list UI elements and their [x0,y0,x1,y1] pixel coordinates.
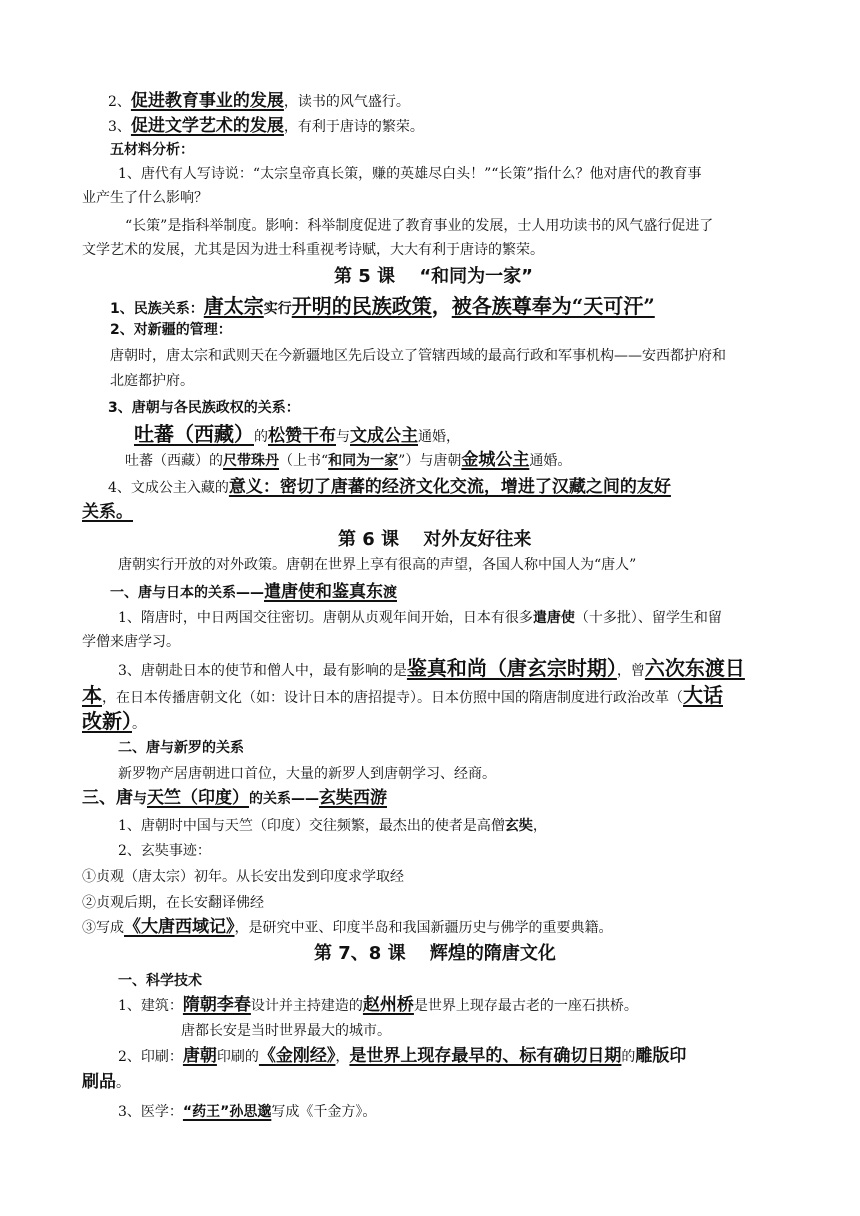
text-line: 文学艺术的发展，尤其是因为进士科重视考诗赋，大大有利于唐诗的繁荣。 [82,242,544,258]
text-span: 与 [336,429,350,445]
key-term: 吐蕃（西藏） [134,422,254,446]
key-term: 赵州桥 [362,995,414,1015]
key-term: 关系。 [82,502,133,522]
text-span: （十多批）、留学生和留 [574,610,722,626]
key-term: 开明的民族政策 [291,294,432,318]
section-heading: 二、唐与新罗的关系 [118,740,244,756]
key-term: 《金刚经》 [258,1046,336,1066]
text-span: 三、唐 [82,788,133,808]
list-item [82,917,613,937]
text-line [108,477,671,497]
key-term: 《大唐西域记》 [124,917,235,937]
text-line [82,1072,130,1092]
key-term: 天竺（印度） [147,788,249,808]
text-span: 1、建筑： [118,998,183,1014]
text-line: 唐都长安是当时世界最大的城市。 [181,1023,391,1039]
text-span: 吐蕃（西藏）的 [125,453,223,469]
key-term: 唐朝 [182,1046,217,1066]
text-line [82,709,146,733]
text-line [118,1046,686,1066]
text-span: 3、 [108,119,131,135]
text-span: ，是研究中亚、印度半岛和我国新疆历史与佛学的重要典籍。 [234,920,613,936]
text-span: 写成《千金方》。 [271,1104,377,1120]
text-line [134,422,460,446]
text-span: 。 [116,1075,130,1091]
text-span: 1、唐朝时中国与天竺（印度）交往频繁，最杰出的使者是高僧 [118,818,505,834]
text-span: 通婚， [418,429,460,445]
text-span: ③写成 [82,920,124,936]
text-line [118,818,547,835]
key-term: 渡 [383,585,397,601]
key-term: 和同为一家 [328,453,399,469]
key-term: 遣唐使和鉴真东 [264,582,383,602]
text-line: 新罗物产居唐朝进口首位，大量的新罗人到唐朝学习、经商。 [118,766,496,782]
text-span: 的 [621,1049,636,1065]
key-term: 尺带珠丹 [223,453,279,469]
text-line: 2、玄奘事迹： [118,843,211,859]
text-line: 北庭都护府。 [110,373,194,389]
text-line [108,116,424,136]
key-term: “药王”孙思邈 [182,1104,272,1120]
key-term: 意义：密切了唐蕃的经济文化交流，增进了汉藏之间的友好 [228,477,671,497]
key-term: 是世界上现存最早的、标有确切日期 [349,1046,622,1066]
text-span: 实行 [263,301,292,317]
text-span: 。 [132,716,146,732]
text-line: “长策”是指科举制度。影响：科举制度促进了教育事业的发展，士人用功读书的风气盛行促进了 [125,218,714,234]
key-term: 雕版印 [635,1046,687,1066]
text-span: 4、文成公主入藏的 [108,480,229,496]
text-span: ，曾 [616,663,645,679]
key-term: 大话 [683,683,723,707]
text-span: 设计并主持建造的 [250,998,363,1014]
key-term: 遣唐使 [532,610,575,626]
text-line [118,610,722,627]
lesson-title: 第 5 课 “和同为一家” [334,266,533,287]
key-term: 玄奘西游 [319,788,387,808]
text-span: 1、隋唐时，中日两国交往密切。唐朝从贞观年间开始，日本有很多 [118,610,533,626]
text-line: 1、唐代有人写诗说：“太宗皇帝真长策，赚的英雄尽白头！”“长策”指什么？他对唐代的教育事 [118,166,702,182]
key-term: 本 [82,683,102,707]
text-span: 与 [133,791,147,807]
key-term: 六次东渡日 [644,656,745,680]
section-heading: 一、科学技术 [118,973,202,989]
text-line [108,91,410,111]
text-line: 唐朝实行开放的对外政策。唐朝在世界上享有很高的声望，各国人称中国人为“唐人” [118,557,637,573]
lesson-title: 第 6 课 对外友好往来 [338,529,532,550]
text-span: ， [335,1049,350,1065]
text-span: 的 [254,429,268,445]
text-line: 学僧来唐学习。 [82,634,180,650]
text-span: ， [532,818,547,834]
key-term: 鉴真和尚（唐玄宗时期） [406,656,617,680]
key-term: 改新） [82,709,132,733]
key-term: 促进文学艺术的发展 [130,116,284,136]
text-span: 1、民族关系： [110,301,204,317]
key-term: 隋朝李春 [182,995,251,1015]
text-line [110,294,655,318]
text-span: 印刷的 [216,1049,259,1065]
text-span: （上书“ [279,453,329,469]
text-line [118,995,638,1015]
section-heading: 2、对新疆的管理： [110,322,232,338]
section-heading: 五材料分析： [110,142,194,158]
text-span: 3、唐朝赴日本的使节和僧人中，最有影响的是 [118,663,407,679]
text-span: 的关系—— [249,791,319,807]
key-term: 被各族尊奉为“天可汗” [451,294,655,318]
text-span: 一、唐与日本的关系—— [110,585,264,601]
key-term: 唐太宗 [203,294,264,318]
text-span: ，在日本传播唐朝文化（如：设计日本的唐招提寺）。日本仿照中国的隋唐制度进行政治改革（ [102,690,683,706]
text-line: 业产生了什么影响？ [82,190,208,206]
text-line [118,1104,376,1121]
text-span: 2、 [108,94,131,110]
text-span: ”）与唐朝 [398,453,462,469]
text-line [118,656,745,680]
list-item: ①贞观（唐太宗）初年。从长安出发到印度求学取经 [82,869,404,885]
text-span: 3、医学： [118,1104,183,1120]
text-span: 是世界上现存最古老的一座石拱桥。 [413,998,638,1014]
text-span: 通婚。 [529,453,572,469]
text-span: ， [431,294,452,318]
key-term: 促进教育事业的发展 [130,91,284,111]
key-term: 金城公主 [461,450,530,470]
text-span: ，有利于唐诗的繁荣。 [283,119,424,135]
key-term: 玄奘 [504,818,533,834]
text-line: 唐朝时，唐太宗和武则天在今新疆地区先后设立了管辖西域的最高行政和军事机构——安西都护府和 [110,348,726,364]
text-span: ，读书的风气盛行。 [283,94,410,110]
section-heading: 3、唐朝与各民族政权的关系： [108,400,300,416]
key-term: 文成公主 [350,426,418,446]
text-span: 2、印刷： [118,1049,183,1065]
key-term: 刷品 [82,1072,116,1092]
lesson-title: 第 7、8 课 辉煌的隋唐文化 [314,943,556,964]
text-line [125,450,571,470]
list-item: ②贞观后期，在长安翻译佛经 [82,895,264,911]
section-heading [110,582,397,602]
section-heading [82,788,387,808]
key-term: 松赞干布 [268,426,336,446]
text-line [82,683,723,707]
